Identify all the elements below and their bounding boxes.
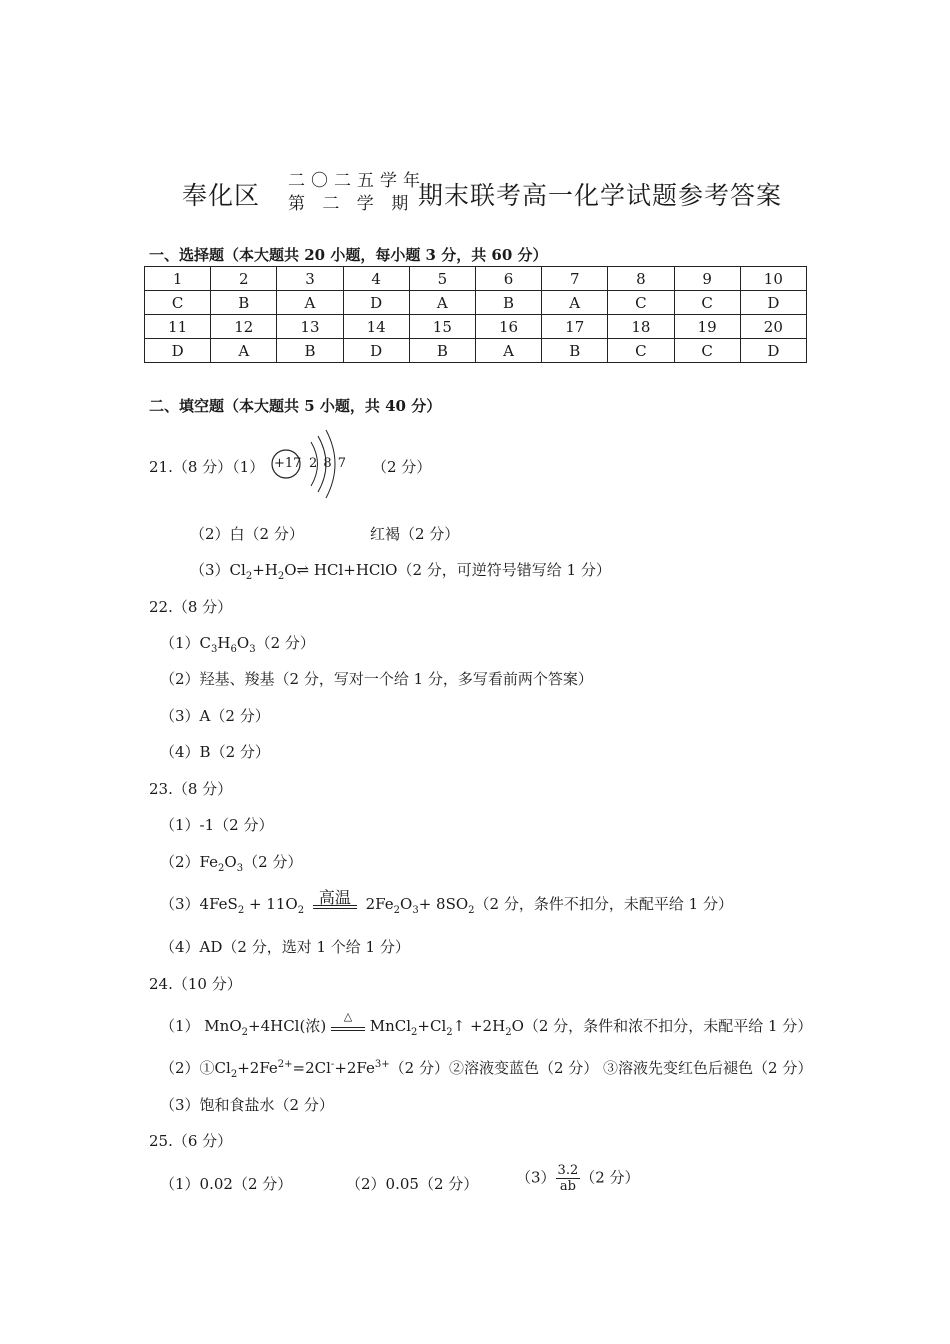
q22-p3: （3）A（2 分） xyxy=(160,707,270,725)
condition-heat-icon: △ xyxy=(343,1010,353,1023)
q23-label: 23.（8 分） xyxy=(149,780,233,798)
question-number-cell: 5 xyxy=(409,267,475,291)
question-number-cell: 1 xyxy=(145,267,211,291)
answer-table xyxy=(144,266,807,363)
answer-cell: C xyxy=(674,339,740,363)
q23-p4: （4）AD（2 分，选对 1 个给 1 分） xyxy=(160,938,410,956)
q23-p2: $(2)Fe_2O_3(2$ 分） xyxy=(160,853,303,874)
q21-p2a: （2）白（2 分） xyxy=(190,525,304,543)
answer-cell: B xyxy=(211,291,277,315)
answer-cell: B xyxy=(542,339,608,363)
section1-heading: 一、选择题（本大题共 20 小题，每小题 3 分，共 60 分） xyxy=(149,246,548,264)
q25-p3: （3） $\frac{3.2}{ab}$ （2 分） xyxy=(516,1163,640,1194)
section2-heading: 二、填空题（本大题共 5 小题，共 40 分） xyxy=(149,397,442,415)
q21-p3: $(3)Cl_2+H_2O\rightleftharpoons$ HCl+HClO（2 分，可逆符号错写给 1 分） xyxy=(190,561,611,582)
question-number-cell: 15 xyxy=(409,315,475,339)
question-number-cell: 13 xyxy=(277,315,343,339)
q24-p2: $(2)①Cl_2+2Fe^{2+}=2Cl^-+2Fe^{3+}(2$ 分）②溶液变蓝色（2 分） ③溶液先变红色后褪色（2 分） xyxy=(160,1059,813,1080)
q22-label: 22.（8 分） xyxy=(149,598,233,616)
question-number-cell: 18 xyxy=(608,315,674,339)
answer-cell: A xyxy=(211,339,277,363)
question-number-cell: 19 xyxy=(674,315,740,339)
answer-cell: C xyxy=(608,291,674,315)
answer-cell: D xyxy=(740,339,806,363)
gas-arrow-icon: ↑ xyxy=(452,1017,466,1035)
q24-p3: （3）饱和食盐水（2 分） xyxy=(160,1096,334,1114)
atom-nucleus: +17 xyxy=(274,456,302,471)
question-number-cell: 6 xyxy=(475,267,541,291)
answer-cell: C xyxy=(145,291,211,315)
answer-cell: D xyxy=(740,291,806,315)
question-number-cell: 2 xyxy=(211,267,277,291)
question-number-cell: 8 xyxy=(608,267,674,291)
question-number-cell: 3 xyxy=(277,267,343,291)
answer-cell: B xyxy=(277,339,343,363)
q23-p1: （1）-1（2 分） xyxy=(160,816,274,834)
q25-p2: （2）0.05（2 分） xyxy=(346,1175,479,1193)
question-number-cell: 10 xyxy=(740,267,806,291)
question-number-cell: 12 xyxy=(211,315,277,339)
q21-p2b: 红褐（2 分） xyxy=(370,525,460,543)
answer-cell: A xyxy=(277,291,343,315)
q21-p1-score: （2 分） xyxy=(372,458,432,476)
question-number-cell: 14 xyxy=(343,315,409,339)
question-number-cell: 9 xyxy=(674,267,740,291)
question-number-cell: 17 xyxy=(542,315,608,339)
q25-p1: （1）0.02（2 分） xyxy=(160,1175,293,1193)
q25-label: 25.（6 分） xyxy=(149,1132,233,1150)
table-row xyxy=(145,291,807,315)
question-number-cell: 4 xyxy=(343,267,409,291)
answer-cell: D xyxy=(145,339,211,363)
page-title: 期末联考高一化学试题参考答案 xyxy=(418,181,783,210)
q22-p2: （2）羟基、羧基（2 分，写对一个给 1 分，多写看前两个答案） xyxy=(160,670,593,688)
answer-cell: A xyxy=(542,291,608,315)
question-number-cell: 20 xyxy=(740,315,806,339)
question-number-cell: 11 xyxy=(145,315,211,339)
header-semester: 第 二 学 期 xyxy=(288,194,415,214)
answer-cell: A xyxy=(409,291,475,315)
answer-cell: C xyxy=(674,291,740,315)
answer-cell: B xyxy=(475,291,541,315)
header-year: 二〇二五学年 xyxy=(288,171,426,191)
q23-p3: $(3)4FeS_2 + 11O_2$ 高温 $2Fe_2O_3+ 8SO_2(2$ 分，条件不扣分，未配平给 1 分） xyxy=(160,893,733,916)
header-region: 奉化区 xyxy=(182,181,261,210)
q24-p1: （1） MnO$_2$+4HCl(浓) △ $MnCl_2+Cl_2↑ +2H_2O(2$ 分，条件和浓不扣分，未配平给 1 分） xyxy=(160,1010,813,1038)
answer-cell: C xyxy=(608,339,674,363)
answer-cell: B xyxy=(409,339,475,363)
q21-label: 21.（8 分）（1） xyxy=(149,458,265,476)
q24-label: 24.（10 分） xyxy=(149,975,242,993)
q22-p1: $(1)C_3H_6O_3(2$ 分） xyxy=(160,634,315,655)
table-row xyxy=(145,315,807,339)
question-number-cell: 7 xyxy=(542,267,608,291)
fraction: $\frac{3.2}{ab}$ xyxy=(557,1163,579,1194)
table-row xyxy=(145,339,807,363)
question-number-cell: 16 xyxy=(475,315,541,339)
answer-cell: A xyxy=(475,339,541,363)
condition-high-temp: 高温 xyxy=(318,888,351,907)
answer-cell: D xyxy=(343,291,409,315)
answer-cell: D xyxy=(343,339,409,363)
table-row xyxy=(145,267,807,291)
atom-shells: 2 8 7 xyxy=(309,456,348,471)
q22-p4: （4）B（2 分） xyxy=(160,743,270,761)
